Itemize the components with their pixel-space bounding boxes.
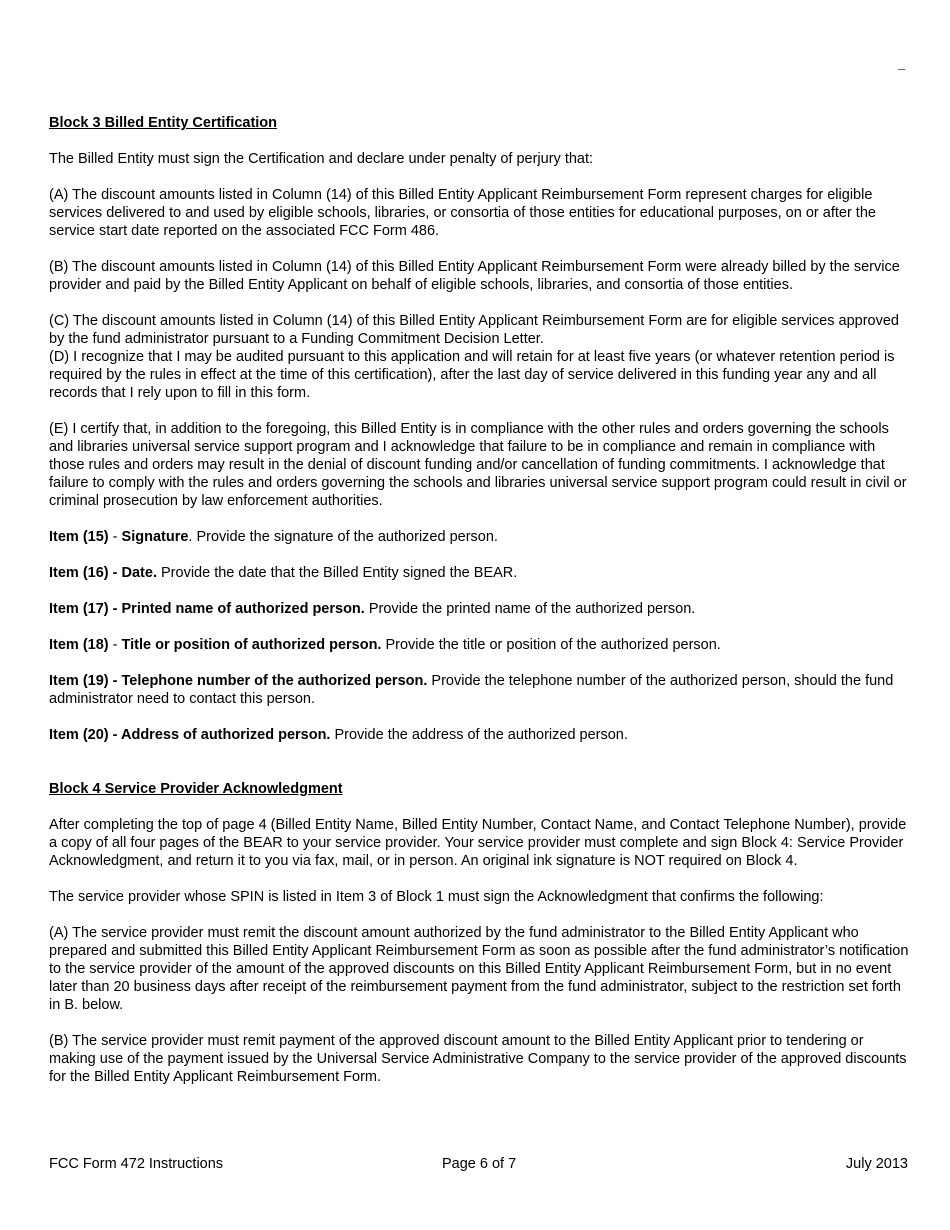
block3-paragraph-a: (A) The discount amounts listed in Column (14) of this Billed Entity Applicant Reimbursement Form represent charges for eligible services delivered to and used by eligible schools, libraries, or consortia of those entities for educational purposes, on or after the service start date reported on the associated FCC Form 486. <box>49 187 876 239</box>
footer-date: July 2013 <box>845 1156 908 1172</box>
item-15 <box>49 528 911 546</box>
block3-paragraph-c: (C) The discount amounts listed in Column (14) of this Billed Entity Applicant Reimbursement Form are for eligible services approved by the fund administrator pursuant to a Funding Commitment Decision Letter. <box>49 313 899 347</box>
block3-paragraph-b: (B) The discount amounts listed in Column (14) of this Billed Entity Applicant Reimbursement Form were already billed by the service provider and paid by the Billed Entity Applicant on behalf of eligible schools, libraries, and consortia of those entities. <box>49 259 900 293</box>
item-label: Item (15) <box>49 529 109 545</box>
footer-page-number: Page 6 of 7 <box>442 1156 517 1172</box>
footer-form-title: FCC Form 472 Instructions <box>49 1156 224 1172</box>
block4-heading: Block 4 Service Provider Acknowledgment <box>49 781 343 797</box>
item-text: Provide the date that the Billed Entity signed the BEAR. <box>156 565 518 581</box>
item-title: Date. <box>121 565 157 581</box>
item-title: Telephone number of the authorized person. <box>121 673 428 689</box>
block4-paragraph-a: (A) The service provider must remit the discount amount authorized by the fund administrator to the Billed Entity Applicant who prepared and submitted this Billed Entity Applicant Reimbursement Form as soon as possible after the fund administrator’s notification to the service provider of the amount of the approved discounts on this Billed Entity Applicant Reimbursement Form, but in no event later than 20 business days after receipt of the reimbursement payment from the fund administrator, subject to the restriction set forth in B. below. <box>49 925 909 1013</box>
item-text: Provide the address of the authorized person. <box>330 727 628 743</box>
item-18 <box>49 636 911 654</box>
item-label: Item (20) - <box>49 727 121 743</box>
item-label: Item (16) - <box>49 565 122 581</box>
block3-intro: The Billed Entity must sign the Certification and declare under penalty of perjury that: <box>49 151 594 167</box>
item-20 <box>49 726 911 744</box>
item-title: Title or position of authorized person. <box>121 637 382 653</box>
item-label: Item (18) <box>49 637 109 653</box>
item-16 <box>49 564 911 582</box>
block4-paragraph-b: (B) The service provider must remit payment of the approved discount amount to the Billed Entity Applicant prior to tendering or making use of the payment issued by the Universal Service Administrative Company to the service provider of the approved discounts for the Billed Entity Applicant Reimbursement Form. <box>49 1033 907 1085</box>
block3-paragraph-d: (D) I recognize that I may be audited pursuant to this application and will retain for at least five years (or whatever retention period is required by the rules in effect at the time of this certification), after the last day of service delivered in this funding year any and all records that I rely upon to fill in this form. <box>49 349 895 401</box>
item-text: Provide the printed name of the authorized person. <box>364 601 696 617</box>
item-title: Address of authorized person. <box>120 727 331 743</box>
item-separator: - <box>108 637 122 653</box>
block3-heading: Block 3 Billed Entity Certification <box>49 115 278 131</box>
item-title: Printed name of authorized person. <box>121 601 365 617</box>
item-separator: - <box>108 529 122 545</box>
item-17 <box>49 600 911 618</box>
block4-paragraph-1: After completing the top of page 4 (Billed Entity Name, Billed Entity Number, Contact Name, and Contact Telephone Number), provide a copy of all four pages of the BEAR to your service provider. Your service provider must complete and sign Block 4: Service Provider Acknowledgment, and return it to you via fax, mail, or in person. An original ink signature is NOT required on Block 4. <box>49 817 907 869</box>
document-body <box>49 114 911 1086</box>
item-title: Signature <box>121 529 189 545</box>
item-text: . Provide the signature of the authorized person. <box>188 529 498 545</box>
item-label: Item (19) - <box>49 673 122 689</box>
block3-paragraph-e: (E) I certify that, in addition to the foregoing, this Billed Entity is in compliance with the other rules and orders governing the schools and libraries universal service support program and I acknowledge that failure to be in compliance and remain in compliance with those rules and orders may result in the denial of discount funding and/or cancellation of funding commitments. I acknowledge that failure to comply with the rules and orders governing the schools and libraries universal service support program could result in civil or criminal prosecution by law enforcement authorities. <box>49 421 907 509</box>
item-text: Provide the title or position of the authorized person. <box>381 637 721 653</box>
item-19 <box>49 672 911 708</box>
block4-paragraph-2: The service provider whose SPIN is listed in Item 3 of Block 1 must sign the Acknowledgment that confirms the following: <box>49 889 824 905</box>
corner-mark: – <box>898 61 906 76</box>
item-text: Provide the telephone number of the authorized person, should the fund administrator need to contact this person. <box>49 673 894 707</box>
item-label: Item (17) - <box>49 601 122 617</box>
